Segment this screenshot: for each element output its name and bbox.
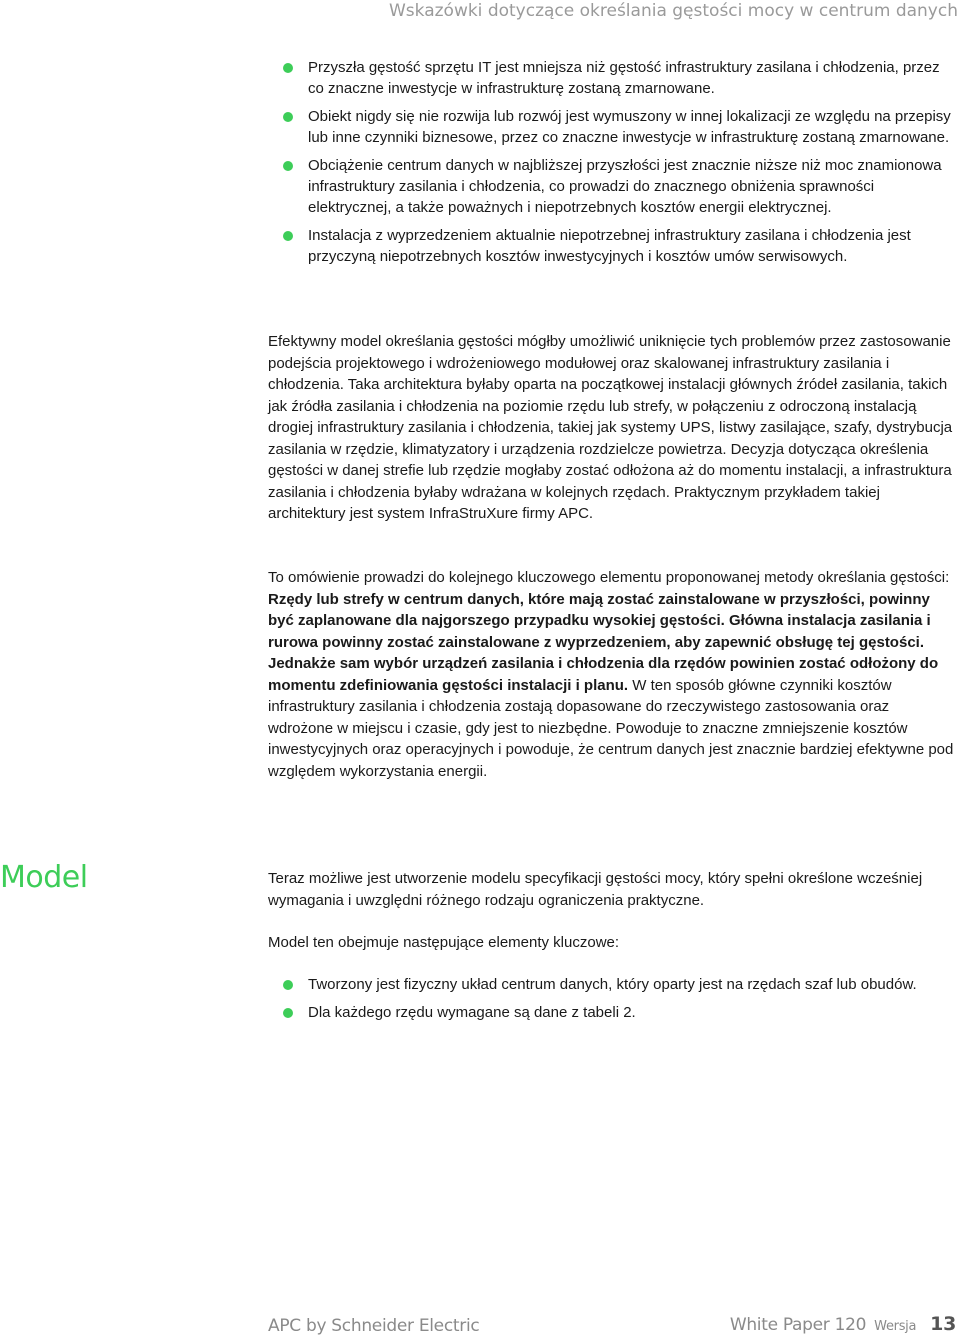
footer-doc-info [730, 1313, 956, 1335]
paragraph-intro: To omówienie prowadzi do kolejnego kluczowego elementu proponowanej metody określania gęstości: [268, 569, 950, 586]
list-item [268, 107, 956, 148]
bullet-icon [283, 63, 293, 73]
body-paragraph: Model ten obejmuje następujące elementy kluczowe: [268, 934, 620, 951]
list-item-text: Obiekt nigdy się nie rozwija lub rozwój jest wymuszony w innej lokalizacji ze względu na przepisy lub inne czynniki biznesowe, przez co znaczne inwestycje w infrastrukturę zostaną zmarnowane. [308, 108, 951, 146]
list-item-text: Tworzony jest fizyczny układ centrum danych, który oparty jest na rzędach szaf lub obudów. [308, 976, 917, 993]
list-item [268, 1003, 956, 1024]
running-header: Wskazówki dotyczące określania gęstości mocy w centrum danych [388, 1, 958, 21]
list-item-text: Obciążenie centrum danych w najbliższej przyszłości jest znacznie niższe niż moc znamionowa infrastruktury zasilania i chłodzenia, co prowadzi do znacznego obniżenia sprawności elektrycznej, a także poważnych i niepotrzebnych kosztów energii elektrycznej. [308, 157, 942, 216]
bullet-icon [283, 112, 293, 122]
bullet-icon [283, 231, 293, 241]
list-item [268, 975, 956, 996]
list-item-text: Przyszła gęstość sprzętu IT jest mniejsza niż gęstość infrastruktury zasilana i chłodzenia, przez co znaczne inwestycje w infrastrukturę zostaną zmarnowane. [308, 59, 940, 97]
body-paragraph: Efektywny model określania gęstości mógłby umożliwić uniknięcie tych problemów przez zastosowanie podejścia projektowego i wdrożeniowego modułowej oraz skalowanej infrastruktury zasilania i chłodzenia. Taka architektura byłaby oparta na początkowej instalacji głównych źródeł zasilania, takich jak źródła zasilania i chłodzenia na poziomie rzędu lub strefy, w połączeniu z odroczoną instalacją drogiej infrastruktury zasilania i chłodzenia, takiej jak systemy UPS, listwy zasilające, szafy, dystrybucja zasilania w rzędzie, klimatyzatory i urządzenia rozdzielcze powietrza. Decyzja dotycząca określenia gęstości w danej strefie lub rzędzie mogłaby zostać odłożona aż do momentu instalacji, a infrastruktura zasilania i chłodzenia byłaby wdrażana w kolejnych rzędach. Praktycznym przykładem takiej architektury jest system InfraStruXure firmy APC. [268, 333, 953, 522]
body-paragraph: Teraz możliwe jest utworzenie modelu specyfikacji gęstości mocy, który spełni określone wcześniej wymagania i uwzględni różnego rodzaju ograniczenia praktyczne. [268, 870, 923, 909]
footer-brand: APC by Schneider Electric [268, 1316, 480, 1336]
footer-version-label: Wersja [874, 1319, 917, 1334]
bullet-list [268, 58, 956, 275]
list-item [268, 156, 956, 218]
paragraph-rest: W ten sposób główne czynniki kosztów infrastruktury zasilania i chłodzenia zostają dopasowane do rzeczywistego zastosowania oraz wdrożone w miejscu i czasie, gdy jest to niezbędne. Powoduje to znaczne zmniejszenie kosztów inwestycyjnych oraz operacyjnych i powoduje, że centrum danych jest znacznie bardziej efektywne pod względem wykorzystania energii. [268, 676, 954, 780]
list-item [268, 58, 956, 99]
bullet-icon [283, 161, 293, 171]
body-paragraph [268, 567, 956, 782]
bullet-icon [283, 1008, 293, 1018]
section-heading: Model [0, 860, 88, 895]
list-item-text: Instalacja z wyprzedzeniem aktualnie niepotrzebnej infrastruktury zasilana i chłodzenia jest przyczyną niepotrzebnych kosztów inwestycyjnych i kosztów umów serwisowych. [308, 227, 911, 265]
list-item-text: Dla każdego rzędu wymagane są dane z tabeli 2. [308, 1003, 636, 1021]
page-number: 13 [930, 1313, 956, 1335]
footer-doc: White Paper 120 [729, 1315, 867, 1335]
list-item [268, 226, 956, 267]
bullet-list [268, 975, 956, 1030]
paragraph-bold-statement: Rzędy lub strefy w centrum danych, które mają zostać zainstalowane w przyszłości, powinny być zaplanowane dla najgorszego przypadku wysokiej gęstości. Główna instalacja zasilania i rurowa powinny zostać zainstalowane z wyprzedzeniem, aby zapewnić obsługę tej gęstości. Jednakże sam wybór urządzeń zasilania i chłodzenia dla rzędów powinien zostać odłożony do momentu zdefiniowania gęstości instalacji i planu. [268, 590, 939, 694]
bullet-icon [283, 980, 293, 990]
